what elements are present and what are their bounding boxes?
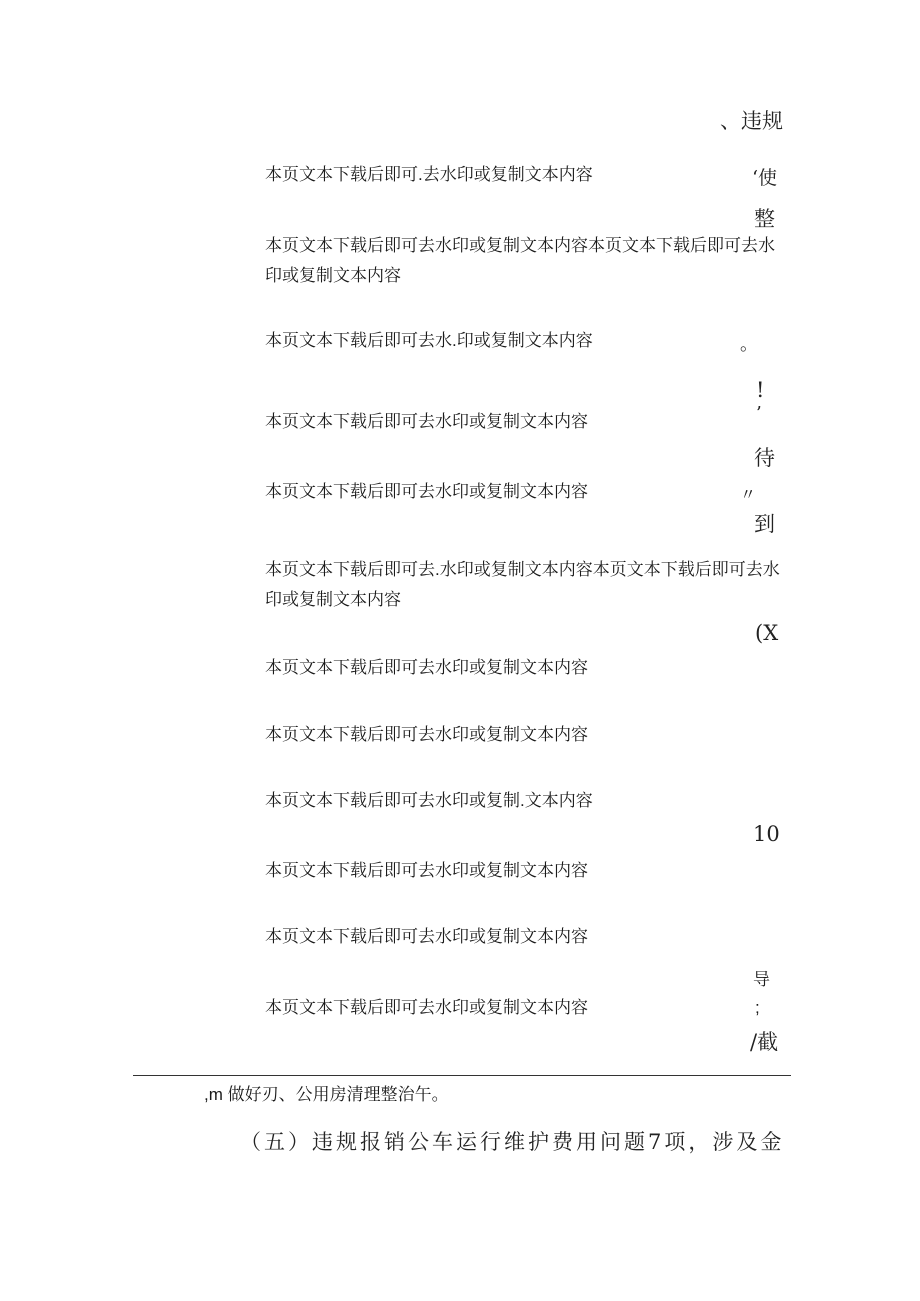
watermark-line: 本页文本下载后即可.去水印或复制文本内容 [265,165,593,184]
watermark-line: 本页文本下载后即可去水印或复制文本内容 [265,927,588,946]
fragment-5: ’ [756,403,762,424]
fragment-2: 整 [754,207,775,231]
fragment-13: /截 [750,1030,779,1054]
fragment-top-right: 、违规 [720,109,783,133]
fragment-8: 到 [754,512,775,536]
watermark-line: 本页文本下载后即可去水印或复制.文本内容 [265,791,593,810]
fragment-4: ! [756,378,765,402]
body-paragraph: （五）违规报销公车运行维护费用问题7项，涉及金 [240,1130,785,1154]
watermark-line: 本页文本下载后即可去水.印或复制文本内容 [265,331,593,350]
fragment-6: 待 [754,446,775,470]
fragment-9: (X [755,621,779,645]
watermark-line: 本页文本下载后即可去水印或复制文本内容本页文本下载后即可去水印或复制文本内容 [265,236,775,285]
watermark-line: 本页文本下载后即可去.水印或复制文本内容本页文本下载后即可去水印或复制文本内容 [265,560,780,609]
watermark-line: 本页文本下载后即可去水印或复制文本内容 [265,658,588,677]
separator-rule [133,1075,791,1076]
watermark-line: 本页文本下载后即可去水印或复制文本内容 [265,482,588,501]
fragment-7: 〃 [740,485,757,504]
fragment-3: 。 [740,334,758,355]
watermark-line: 本页文本下载后即可去水印或复制文本内容 [265,998,588,1017]
fragment-1: ‘使 [752,167,778,189]
fragment-11: 导 [753,970,770,989]
watermark-line: 本页文本下载后即可去水印或复制文本内容 [265,861,588,880]
watermark-line: 本页文本下载后即可去水印或复制文本内容 [265,725,588,744]
fragment-12: ; [755,998,760,1017]
fragment-10: 10 [753,822,780,846]
watermark-line: 本页文本下载后即可去水印或复制文本内容 [265,412,588,431]
footnote-text: ,m 做好刃、公用房清理整治午。 [204,1085,449,1104]
